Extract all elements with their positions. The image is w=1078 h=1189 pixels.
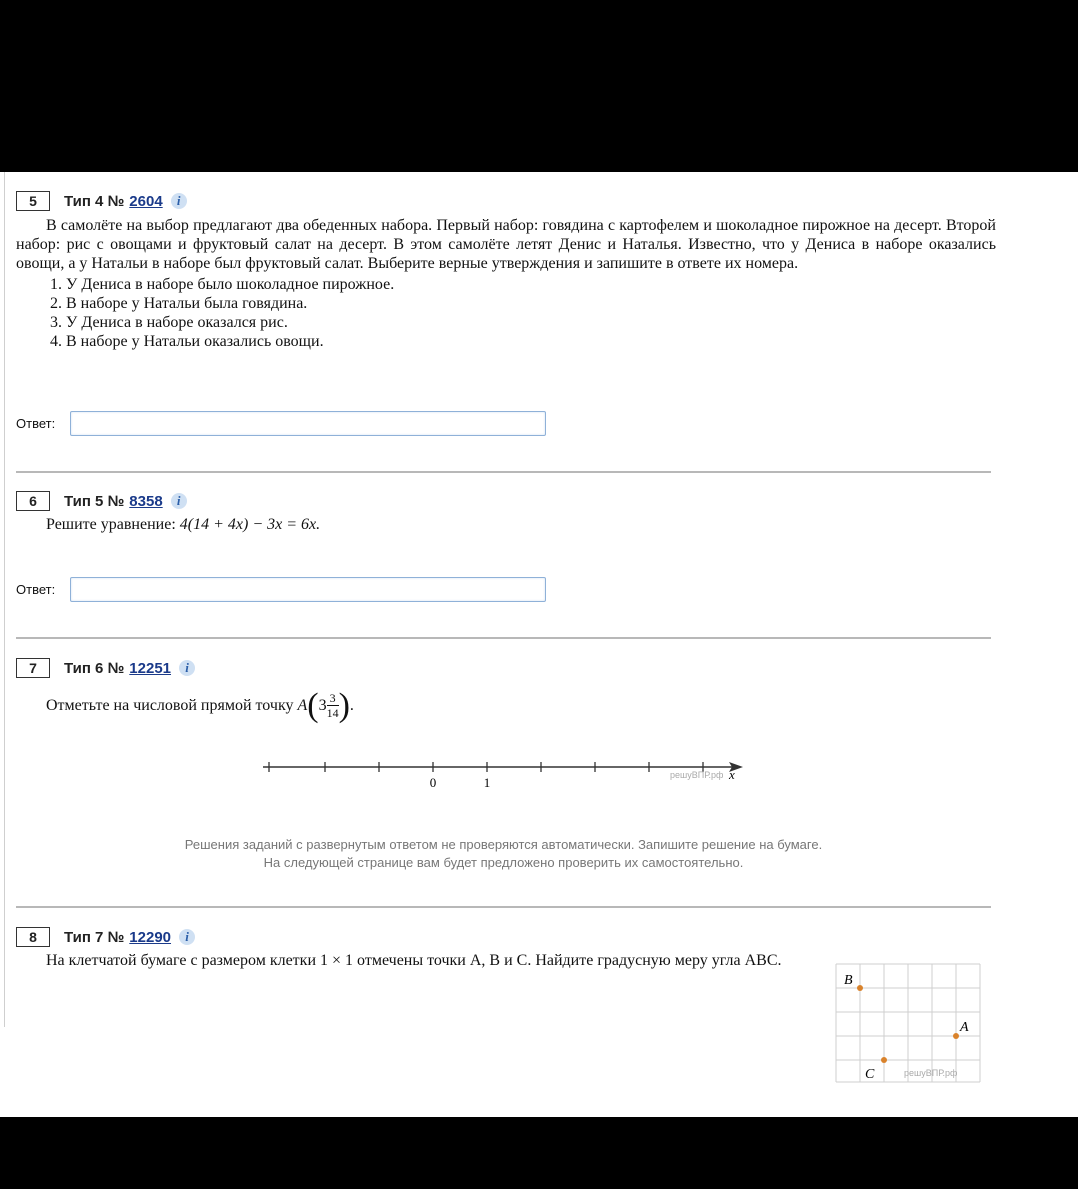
type-label: Тип	[64, 492, 91, 510]
no-label: №	[107, 192, 125, 210]
divider	[16, 906, 991, 908]
task-header	[16, 490, 996, 512]
label-c: C	[865, 1067, 875, 1082]
task-id-link[interactable]: 2604	[129, 192, 163, 210]
info-icon[interactable]: i	[171, 193, 187, 209]
type-value: 6	[95, 659, 104, 677]
no-label: №	[107, 492, 125, 510]
task-text	[16, 687, 996, 724]
task-7	[16, 657, 996, 724]
answer-label: Ответ:	[16, 582, 56, 597]
fraction	[327, 691, 339, 720]
point-c	[881, 1057, 887, 1063]
info-icon[interactable]: i	[171, 493, 187, 509]
answer-row	[16, 411, 546, 436]
label-one: 1	[483, 775, 491, 790]
answer-label: Ответ:	[16, 416, 56, 431]
point-b	[857, 985, 863, 991]
option-item: 3. У Дениса в наборе оказался рис.	[66, 313, 996, 332]
left-border	[4, 172, 5, 1027]
type-label: Тип	[64, 659, 91, 677]
task-number: 8	[16, 927, 50, 947]
task-number: 6	[16, 491, 50, 511]
denominator: 14	[326, 706, 339, 720]
numerator: 3	[329, 691, 336, 705]
grid-lines	[836, 964, 980, 1082]
no-label: №	[107, 659, 125, 677]
text-prefix: Решите уравнение:	[46, 516, 176, 533]
divider	[16, 637, 991, 639]
type-label: Тип	[64, 928, 91, 946]
divider	[16, 471, 991, 473]
task-id-link[interactable]: 12251	[129, 659, 172, 677]
type-label: Тип	[64, 192, 91, 210]
note-line: Решения заданий с развернутым ответом не проверяются автоматически. Запишите решение на бумаге.	[184, 837, 823, 852]
note	[16, 836, 991, 872]
point-name: A	[297, 697, 308, 714]
paren-right: )	[338, 687, 350, 724]
note-line: На следующей странице вам будет предложено проверить их самостоятельно.	[263, 855, 744, 870]
task-6	[16, 490, 996, 534]
grid-figure	[834, 962, 982, 1086]
task-number: 7	[16, 658, 50, 678]
task-text: В самолёте на выбор предлагают два обеденных набора. Первый набор: говядина с картофелем и шоколадное пирожное на десерт. Второй набор: рис с овощами и фруктовый салат на десерт. В этом самолёте летят Денис и Наталья. Известно, что у Дениса в наборе оказались овощи, а у Натальи в наборе был фруктовый салат. Выберите верные утверждения и запишите в ответе их номера.	[16, 217, 996, 272]
type-value: 7	[95, 928, 104, 946]
answer-input[interactable]	[70, 577, 546, 602]
option-item: 4. В наборе у Натальи оказались овощи.	[66, 332, 996, 351]
type-value: 5	[95, 492, 104, 510]
text-prefix: Отметьте на числовой прямой точку	[46, 697, 294, 714]
task-id-link[interactable]: 12290	[129, 928, 172, 946]
task-text	[16, 515, 996, 534]
watermark: решуВПР.рф	[670, 770, 724, 780]
option-item: 2. В наборе у Натальи была говядина.	[66, 294, 996, 313]
task-header	[16, 926, 824, 948]
number-line	[255, 754, 755, 794]
label-zero: 0	[429, 775, 437, 790]
label-x: x	[729, 767, 735, 782]
paren-left: (	[307, 687, 319, 724]
type-value: 4	[95, 192, 104, 210]
task-id-link[interactable]: 8358	[129, 492, 163, 510]
task-8	[16, 926, 824, 970]
option-item: 1. У Дениса в наборе было шоколадное пирожное.	[66, 275, 996, 294]
info-icon[interactable]: i	[179, 929, 195, 945]
end-mark: .	[349, 697, 354, 714]
task-header	[16, 190, 996, 212]
options-list	[16, 275, 996, 351]
task-number: 5	[16, 191, 50, 211]
task-header	[16, 657, 996, 679]
equation: 4(14 + 4x) − 3x = 6x.	[179, 516, 321, 533]
answer-row	[16, 577, 546, 602]
answer-input[interactable]	[70, 411, 546, 436]
mixed-whole: 3	[318, 697, 327, 714]
info-icon[interactable]: i	[179, 660, 195, 676]
no-label: №	[107, 928, 125, 946]
point-a	[953, 1033, 959, 1039]
task-page	[0, 172, 1078, 1117]
watermark: решуВПР.рф	[904, 1068, 958, 1078]
label-a: A	[960, 1020, 969, 1035]
task-text: На клетчатой бумаге с размером клетки 1 × 1 отмечены точки A, B и C. Найдите градусную меру угла ABC.	[46, 952, 782, 969]
task-5	[16, 190, 996, 351]
label-b: B	[844, 973, 853, 988]
